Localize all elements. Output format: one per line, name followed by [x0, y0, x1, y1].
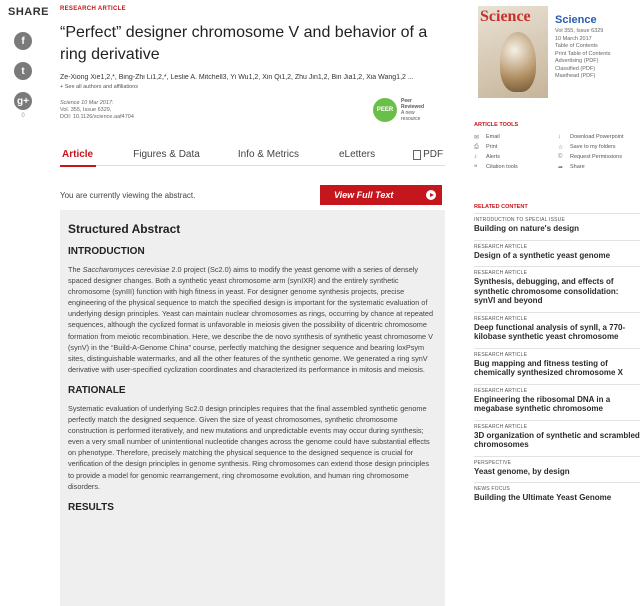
related-item[interactable]: [474, 482, 640, 509]
journal-link-print-toc[interactable]: Print Table of Contents: [555, 50, 611, 57]
intro-species: Saccharomyces cerevisiae: [82, 265, 170, 274]
intro-text-start: The: [68, 265, 83, 274]
citation-icon: ❝: [474, 164, 478, 171]
tool-share[interactable]: [558, 163, 640, 171]
related-item-kicker: RESEARCH ARTICLE: [474, 315, 528, 322]
view-full-text-label: View Full Text: [334, 190, 394, 200]
journal-name[interactable]: Science: [555, 14, 597, 26]
twitter-icon[interactable]: t: [14, 62, 32, 80]
tool-permissions-label: Request Permissions: [570, 154, 622, 160]
alert-icon: ♪: [474, 154, 477, 160]
related-item-kicker: INTRODUCTION TO SPECIAL ISSUE: [474, 217, 566, 223]
related-item[interactable]: [474, 266, 640, 312]
related-item-kicker: RESEARCH ARTICLE: [474, 270, 528, 276]
tool-save[interactable]: [558, 143, 640, 151]
share-title: SHARE: [8, 6, 50, 18]
section-introduction-heading: INTRODUCTION: [68, 246, 145, 257]
article-title: “Perfect” designer chromosome V and behavior of a ring derivative: [60, 24, 428, 63]
related-item[interactable]: [474, 312, 640, 348]
related-item-title[interactable]: 3D organization of synthetic and scrambled chromosomes: [474, 430, 640, 449]
journal-link-toc[interactable]: Table of Contents: [555, 43, 598, 49]
related-item-title[interactable]: Bug mapping and fitness testing of chemically synthesized chromosome X: [474, 358, 623, 377]
tab-eletters[interactable]: eLetters: [338, 149, 376, 160]
intro-text-rest: 2.0 project (Sc2.0) aims to modify the yeast genome with a series of densely spaced designer changes. Both a synthetic yeast chromosome arm (synIXR) and the entirely synthetic chromosome (synIII) function with high fitness in yeast. For designer genome synthesis projects, precise engineering of the physical sequence to match the specified design is important for the systematic evaluation of underlying design principles. Yeast can maintain nuclear chromosomes as rings, occurring by chance at repeated sequences, although the cyclized format is unfavorable in meiosis given the possibility of dicentric chromosome formation from meiotic recombination. Here, we describe the de novo synthesis of synthetic yeast chromosome V (synV) in the “Build-A-Genome China” course, perfectly matching the designer sequence and bearing loxPsym sites, distinguishable watermarks, and all the other features of the synthetic genome. We generated a ring synV derivative with user-specified cyclization coordinates and characterized its performance in mitosis and meiosis.: [68, 265, 434, 374]
author-list[interactable]: Ze-Xiong Xie1,2,*, Bing-Zhi Li1,2,*, Leslie A. Mitchell3, Yi Wu1,2, Xin Qi1,2, Zhu Jin1,2, Bin Jia1,2, Xia Wang1,2 ...: [60, 74, 414, 81]
rationale-paragraph: Systematic evaluation of underlying Sc2.0 design principles requires that the final assembled synthetic genome perfectly match the designed sequence. Given the size of yeast chromosomes, synthetic chromosome construction is performed iteratively, and new mutations and unpredictable events may occur during synthesis; even a very small number of unintentional nucleotide changes across the genome could have substantial effects on phenotype. Therefore, precisely matching the physical sequence to the designed sequence is crucial for verification of the design principles in genome synthesis. Ring chromosomes can extend those design principles to provide a model for genomic rearrangement, ring chromosome evolution, and human ring chromosome disorders.: [68, 403, 430, 491]
tool-email[interactable]: [474, 133, 558, 141]
journal-issue-details: [555, 28, 611, 81]
tab-pdf-label: PDF: [423, 149, 444, 160]
journal-link-masthead[interactable]: Masthead (PDF): [555, 73, 596, 79]
related-item-kicker: RESEARCH ARTICLE: [474, 351, 528, 358]
related-item-kicker: RESEARCH ARTICLE: [474, 243, 528, 250]
related-item-title[interactable]: Building the Ultimate Yeast Genome: [474, 493, 612, 502]
introduction-paragraph: [68, 264, 437, 375]
article-tools: [474, 122, 640, 171]
tool-download-label: Download Powerpoint: [570, 134, 624, 140]
play-arrow-icon: [426, 190, 436, 200]
related-item-title[interactable]: Building on nature's design: [474, 224, 580, 233]
tool-request-permissions[interactable]: [558, 153, 640, 161]
article-main: [60, 6, 445, 513]
active-tab-indicator: [60, 165, 96, 167]
share-icon: ➦: [558, 164, 564, 171]
article-tools-grid: [474, 133, 640, 171]
related-content-heading: RELATED CONTENT: [474, 204, 528, 210]
related-item-title[interactable]: Engineering the ribosomal DNA in a megabase synthetic chromosome: [474, 394, 611, 413]
tool-alerts[interactable]: [474, 153, 558, 161]
related-item-title[interactable]: Yeast genome, by design: [474, 466, 570, 476]
download-icon: ↓: [558, 134, 561, 140]
see-all-authors-link[interactable]: + See all authors and affiliations: [60, 84, 139, 90]
tool-alerts-label: Alerts: [486, 154, 501, 160]
tab-figures-data[interactable]: Figures & Data: [133, 149, 200, 160]
meta-doi[interactable]: DOI: 10.1126/science.aaf4704: [60, 114, 134, 120]
peer-reviewed-badge: [373, 98, 435, 122]
facebook-icon[interactable]: f: [14, 32, 32, 50]
article-tabs: [60, 144, 445, 167]
peer-badge-icon: PEER: [373, 98, 397, 122]
tab-pdf[interactable]: [413, 149, 443, 160]
permissions-icon: ©: [558, 154, 563, 160]
citation-meta: [60, 100, 445, 134]
issue-cover-image[interactable]: [478, 6, 548, 98]
share-icons: [8, 32, 38, 119]
tool-share-label: Share: [570, 164, 585, 170]
peer-badge-text: [401, 98, 435, 122]
related-item-title[interactable]: Deep functional analysis of synII, a 770-kilobase synthetic yeast chromosome: [474, 322, 626, 341]
share-count: 0: [21, 113, 25, 119]
related-item[interactable]: [474, 456, 640, 483]
journal-info: [555, 14, 611, 81]
tool-email-label: Email: [486, 134, 500, 140]
related-item-kicker: RESEARCH ARTICLE: [474, 387, 528, 394]
meta-journal: Science 10 Mar 2017:: [60, 100, 114, 106]
tool-save-label: Save to my folders: [570, 144, 616, 150]
journal-link-advertising[interactable]: Advertising (PDF): [555, 58, 599, 64]
peer-line-2: A new resource: [401, 110, 421, 122]
tool-print[interactable]: [474, 143, 558, 151]
abstract-title: Structured Abstract: [68, 222, 181, 236]
cover-illustration: [500, 32, 536, 92]
journal-volume: Vol 355, Issue 6329: [555, 28, 604, 34]
right-sidebar: [464, 0, 640, 606]
googleplus-icon[interactable]: g+: [14, 92, 32, 110]
share-column: [8, 6, 52, 119]
related-content: [474, 204, 640, 509]
pdf-icon: [413, 150, 421, 160]
tab-info-metrics[interactable]: Info & Metrics: [237, 149, 299, 160]
peer-line-1: Peer Reviewed: [401, 98, 425, 110]
tab-article[interactable]: Article: [62, 149, 94, 160]
related-item[interactable]: [474, 240, 640, 267]
view-full-text-button[interactable]: [320, 185, 442, 205]
structured-abstract: [60, 210, 445, 606]
email-icon: ✉: [474, 134, 480, 141]
section-rationale-heading: RATIONALE: [68, 384, 126, 396]
tool-download-powerpoint[interactable]: [558, 133, 640, 141]
section-results-heading: RESULTS: [68, 501, 114, 513]
tool-citation-label: Citation tools: [486, 164, 518, 170]
tool-citation[interactable]: [474, 163, 558, 171]
related-item-title[interactable]: Design of a synthetic yeast genome: [474, 250, 611, 260]
tool-print-label: Print: [486, 144, 498, 150]
print-icon: ⎙: [474, 143, 479, 150]
article-kicker: RESEARCH ARTICLE: [60, 6, 126, 12]
article-tools-heading: ARTICLE TOOLS: [474, 122, 519, 128]
related-item-title[interactable]: Synthesis, debugging, and effects of synthetic chromosome consolidation: synVI and beyond: [474, 277, 619, 305]
related-item[interactable]: [474, 348, 640, 384]
journal-link-classified[interactable]: Classified (PDF): [555, 65, 596, 72]
viewing-bar: [60, 175, 445, 215]
cover-logo: Science: [480, 8, 531, 25]
related-item-kicker: NEWS FOCUS: [474, 486, 510, 492]
related-item[interactable]: [474, 384, 640, 420]
related-item[interactable]: [474, 420, 640, 456]
save-icon: ☆: [558, 144, 564, 151]
related-item[interactable]: [474, 213, 640, 240]
journal-date: 10 March 2017: [555, 35, 592, 42]
related-item-kicker: PERSPECTIVE: [474, 459, 512, 466]
related-item-kicker: RESEARCH ARTICLE: [474, 423, 528, 430]
viewing-notice: You are currently viewing the abstract.: [60, 191, 196, 200]
meta-volume: Vol. 355, Issue 6329,: [60, 107, 112, 113]
